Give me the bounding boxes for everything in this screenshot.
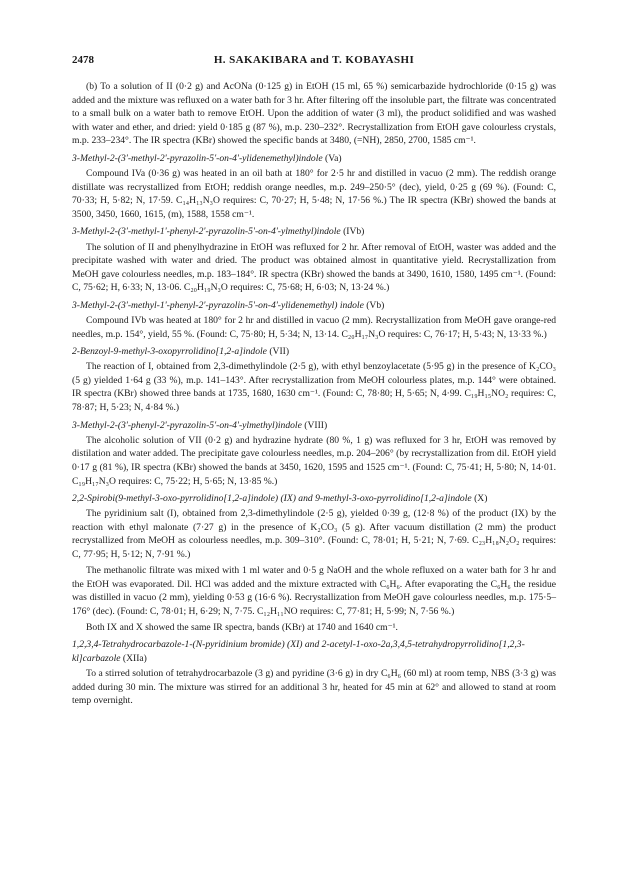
paragraph: Both IX and X showed the same IR spectra, bands (KBr) at 1740 and 1640 cm⁻¹. (86, 621, 398, 633)
paragraph: The alcoholic solution of VII (0·2 g) and hydrazine hydrate (80 %, 1 g) was refluxed for 3 hr, EtOH was removed by distilation and water added. The precipitate gave colourless needles, m.p. 204–206° (by recrystallization from dil. EtOH yield 0·17 g (81 %), IR spectra (KBr) showed the bands at 3450, 1620, 1595 and 1525 cm⁻¹. (Found: C, 75·41; H, 5·80; N, 14·01. C₁₉H₁₇N₃O requires: C, 75·22; H, 5·65; N, 13·85 %.) (72, 434, 556, 487)
paragraph: Compound IVa (0·36 g) was heated in an oil bath at 180° for 2·5 hr and distilled in vacuo (2 mm). The reddish orange distillate was recrystallized from EtOH; reddish orange needles, m.p. 249–250·5° (dec), yield, 0·25 g (69 %). (Found: C, 70·33; H, 5·82; N, 17·59. C₁₄H₁₃N₃O requires: C, 70·27; H, 5·48; N, 17·56 %.) The IR spectra (KBr) showed the bands at 3500, 3450, 1660, 1615, (m), 1588, 1558 cm⁻¹. (72, 168, 556, 220)
compound-label: (Vb) (363, 299, 385, 311)
compound-name: 1,2,3,4-Tetrahydrocarbazole-1-(N-pyridinium bromide) (XI) and 2-acetyl-1-oxo-2a,3,4,5-tetrahydropyrrolidino[1,2,3-kl]carbazole (72, 639, 525, 664)
compound-label: (XIIa) (120, 652, 147, 664)
compound-label: (IVb) (340, 226, 365, 238)
section-heading (72, 299, 556, 313)
paragraph: The pyridinium salt (I), obtained from 2,3-dimethylindole (2·5 g), yielded 0·39 g, (12·8 %) of the product (IX) by the reaction with ethyl malonate (7·27 g) in the presence of K₂CO₃ (5 g). After vacuum distillation (2 mm) the product recrystallized from MeOH as colourless needles, m.p. 309–310°. (Found: C, 78·01; H, 5·21; N, 7·69. C₂₃H₁₈N₂O₂ requires: C, 77·95; H, 5·12; N, 7·91 %.) (72, 508, 556, 560)
paragraph: The methanolic filtrate was mixed with 1 ml water and 0·5 g NaOH and the whole refluxed on a water bath for 3 hr and the EtOH was evaporated. Dil. HCl was added and the mixture extracted with C₆H₆. After evaporating the C₆H₆ the residue was distilled in vacuo (2 mm), yielding 0·53 g (16·6 %). Recrystallization from MeOH gave colourless needles, m.p. 175·5–176° (dec). (Found: C, 78·01; H, 6·29; N, 7·75. C₁₂H₁₁NO requires: C, 77·81; H, 5·99; N, 7·56 %.) (72, 564, 556, 617)
compound-label: (Va) (322, 152, 342, 164)
running-title: H. SAKAKIBARA and T. KOBAYASHI (213, 54, 415, 66)
section-heading (72, 638, 556, 665)
compound-name: 3-Methyl-2-(3'-methyl-1'-phenyl-2'-pyrazolin-5'-on-4'-ylidenemethyl) indole (72, 299, 364, 311)
paragraph: The reaction of I, obtained from 2,3-dimethylindole (2·5 g), with ethyl benzoylacetate (5·95 g) in the presence of K₂CO₃ (5 g) yielded 1·64 g (33 %), m.p. 141–143°. After recrystallization from MeOH colourless plates, m.p. 144° were obtained. IR spectra (KBr) showed three bands at 1735, 1680, 1630 cm⁻¹. (Found: C, 78·80; H, 5·65; N, 4·99. C₁₉H₁₅NO₂ requires: C, 78·87; H, 5·23; N, 4·84 %.) (72, 361, 556, 414)
compound-name: 2,2-Spirobi(9-methyl-3-oxo-pyrrolidino[1,2-a]indole) (IX) and 9-methyl-3-oxo-pyrrolidino[1,2-a]indole (72, 493, 472, 505)
section-heading (72, 419, 556, 433)
paragraph: Compound IVb was heated at 180° for 2 hr and distilled in vacuo (2 mm). Recrystallization from MeOH gave orange-red needles, m.p. 154°, yield, 55 %. (Found: C, 75·80; H, 5·34; N, 13·14. C₂₀H₁₇N₃O requires: C, 76·17; H, 5·43; N, 13·33 %.) (72, 315, 556, 340)
compound-name: 3-Methyl-2-(3'-methyl-1'-phenyl-2'-pyrazolin-5'-on-4'-ylmethyl)indole (72, 226, 341, 238)
page-header (72, 54, 556, 68)
section-heading (72, 225, 556, 239)
section-heading (72, 152, 556, 166)
article-body (72, 80, 556, 710)
paragraph: (b) To a solution of II (0·2 g) and AcONa (0·125 g) in EtOH (15 ml, 65 %) semicarbazide hydrochloride (0·15 g) was added and the mixture was refluxed on a water bath for 3 hr. After filtering off the insoluble part, the filtrate was concentrated to a small bulk on a water bath to remove EtOH. Upon the addition of water (3 ml), the product solidified and was washed with water and ether, and dried: yield 0·185 g (87 %), m.p. 230–232°. Recrystallization from EtOH gave colourless crystals, m.p. 233–234°. The IR spectra (KBr) showed the specific bands at 3480, (=NH), 2850, 2700, 1585 cm⁻¹. (72, 81, 556, 147)
compound-name: 2-Benzoyl-9-methyl-3-oxopyrrolidino[1,2-a]indole (72, 346, 267, 358)
section-heading (72, 345, 556, 359)
page-number: 2478 (72, 54, 94, 66)
compound-label: (VIII) (301, 419, 328, 431)
section-heading (72, 492, 556, 506)
compound-label: (VII) (266, 346, 290, 358)
compound-label: (X) (471, 493, 488, 505)
compound-name: 3-Methyl-2-(3'-phenyl-2'-pyrazolin-5'-on-4'-ylmethyl)indole (72, 419, 302, 431)
compound-name: 3-Methyl-2-(3'-methyl-2'-pyrazolin-5'-on-4'-ylidenemethyl)indole (72, 152, 323, 164)
paragraph: To a stirred solution of tetrahydrocarbazole (3 g) and pyridine (3·6 g) in dry C₆H₆ (60 ml) at room temp, NBS (3·3 g) was added during 30 min. The mixture was stirred for an additional 3 hr, heated for 45 min at 62° and allowed to stand at room temp overnight. (72, 668, 556, 707)
paragraph: The solution of II and phenylhydrazine in EtOH was refluxed for 2 hr. After removal of EtOH, waster was added and the precipitate washed with water and dried. The product was obtained almost in quantitative yield. Recrystallization from MeOH gave colourless needles, m.p. 183–184°. IR spectra (KBr) showed the bands at 3490, 1610, 1580, 1495 cm⁻¹. (Found: C, 75·62; H, 6·33; N, 13·06. C₂₀H₁₉N₃O requires: C, 75·68; H, 6·03; N, 13·24 %.) (72, 241, 556, 294)
